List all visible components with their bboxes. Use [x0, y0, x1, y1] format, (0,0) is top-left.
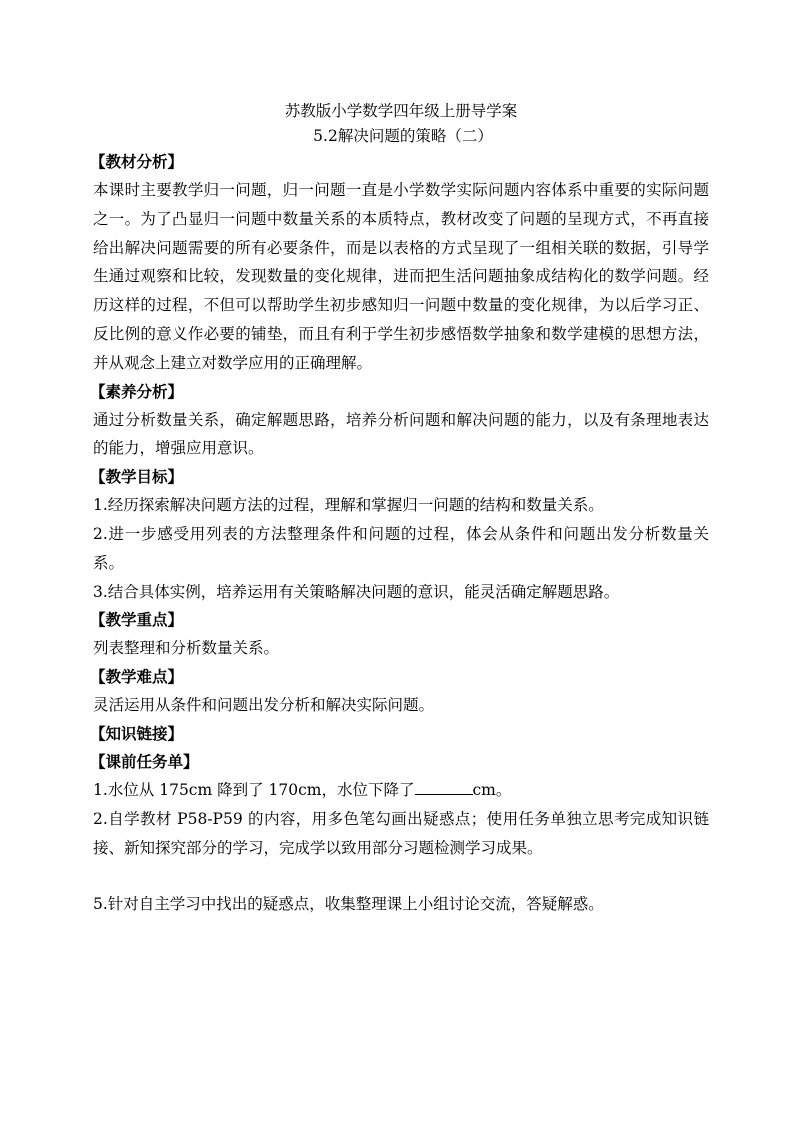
task-item-1-text: 1.水位从 175cm 降到了 170cm，水位下降了 — [93, 780, 415, 799]
task-item-2: 2.自学教材 P58-P59 的内容，用多色笔勾画出疑惑点；使用任务单独立思考完成知识链接、新知探究部分的学习，完成学以致用部分习题检测学习成果。 — [93, 809, 709, 857]
lesson-title: 5.2解决问题的策略（二） — [313, 127, 493, 145]
goal-item-3: 3.结合具体实例，培养运用有关策略解决问题的意识，能灵活确定解题思路。 — [93, 582, 620, 601]
goal-item-1: 1.经历探索解决问题方法的过程，理解和掌握归一问题的结构和数量关系。 — [93, 496, 604, 515]
heading-teaching-focus: 【教学重点】 — [90, 610, 184, 630]
task-item-5: 5.针对自主学习中找出的疑惑点，收集整理课上小组讨论交流，答疑解惑。 — [93, 895, 604, 914]
blank-line — [93, 862, 709, 890]
answer-blank[interactable] — [415, 780, 473, 795]
teaching-focus-text: 列表整理和分析数量关系。 — [93, 639, 280, 658]
textbook-analysis-text: 本课时主要教学归一问题，归一问题一直是小学数学实际问题内容体系中重要的实际问题之一。为了凸显归一问题中数量关系的本质特点，教材改变了问题的呈现方式，不再直接给出解决问题需要的所有必要条件，而是以表格的方式呈现了一组相关联的数据，引导学生通过观察和比较，发现数量的变化规律，进而把生活问题抽象成结构化的数学问题。经历这样的过程，不但可以帮助学生初步感知归一问题中数量的变化规律，为以后学习正、反比例的意义作必要的铺垫，而且有利于学生初步感悟数学抽象和数学建模的思想方法，并从观念上建立对数学应用的正确理解。 — [93, 181, 709, 372]
heading-literacy-analysis: 【素养分析】 — [90, 381, 184, 401]
heading-teaching-goals: 【教学目标】 — [90, 467, 184, 487]
task-item-1 — [93, 776, 709, 805]
heading-pre-class-tasks: 【课前任务单】 — [90, 751, 199, 771]
literacy-analysis-text: 通过分析数量关系，确定解题思路，培养分析问题和解决问题的能力，以及有条理地表达的能力，增强应用意识。 — [93, 410, 709, 458]
heading-knowledge-links: 【知识链接】 — [90, 723, 184, 743]
document-title: 苏教版小学数学四年级上册导学案 — [284, 102, 518, 120]
task-item-1-unit: cm。 — [472, 780, 512, 799]
heading-teaching-difficulty: 【教学难点】 — [90, 667, 184, 687]
document-page — [90, 94, 709, 919]
goal-item-2: 2.进一步感受用列表的方法整理条件和问题的过程，体会从条件和问题出发分析数量关系。 — [93, 524, 709, 572]
heading-textbook-analysis: 【教材分析】 — [90, 152, 184, 171]
teaching-difficulty-text: 灵活运用从条件和问题出发分析和解决实际问题。 — [93, 696, 435, 715]
